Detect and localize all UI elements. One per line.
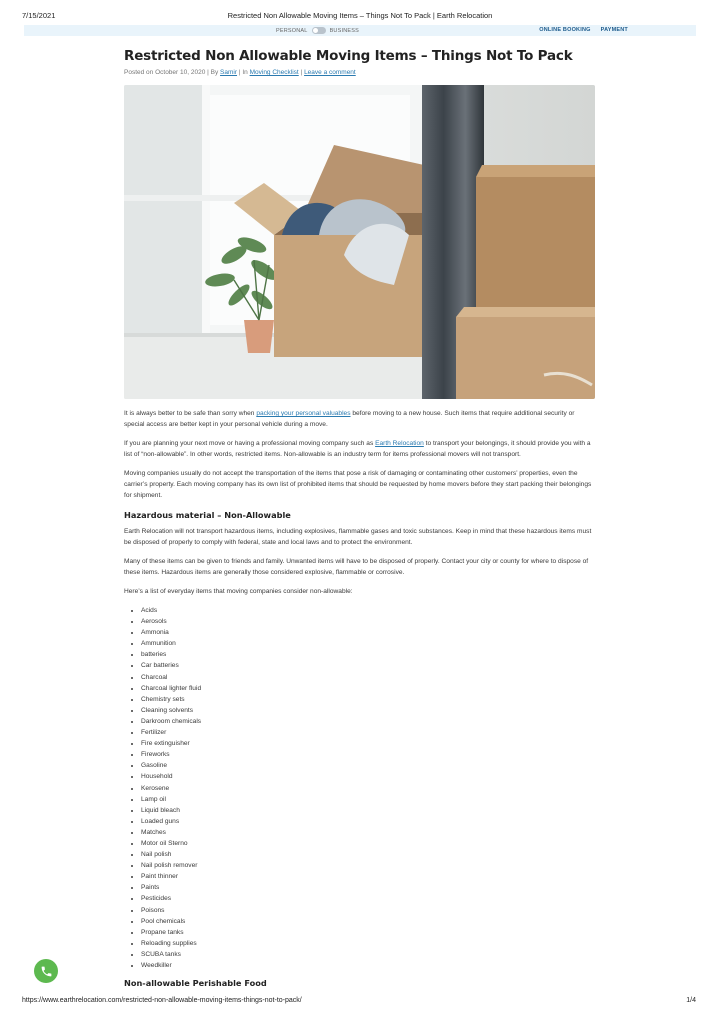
top-links: [539, 27, 628, 33]
meta-in: In: [242, 69, 248, 76]
list-item: • Ammunition: [141, 638, 596, 649]
list-intro-paragraph: Here’s a list of everyday items that moving companies consider non-allowable:: [124, 588, 353, 595]
phone-icon: [40, 965, 53, 978]
list-item: • Charcoal: [141, 672, 596, 683]
post-meta: [124, 69, 596, 76]
list-item: • Lamp oil: [141, 794, 596, 805]
list-item: • Car batteries: [141, 660, 596, 671]
list-item: • Gasoline: [141, 760, 596, 771]
list-item: • Paint thinner: [141, 871, 596, 882]
list-item: • Pool chemicals: [141, 916, 596, 927]
print-header: [0, 11, 720, 23]
print-date: 7/15/2021: [22, 11, 56, 20]
disposal-paragraph: Many of these items can be given to friends and family. Unwanted items will have to be disposed of properly. Contact your city or county for where to dispose of these items. Hazardous items are generally those considered explosive, flammable or corrosive.: [124, 558, 589, 576]
article-title: Restricted Non Allowable Moving Items – Things Not To Pack: [124, 48, 573, 64]
list-item: • Nail polish remover: [141, 860, 596, 871]
list-item: • Weedkiller: [141, 960, 596, 971]
text: If you are planning your next move or having a professional moving company such as: [124, 440, 376, 447]
list-item: • Fireworks: [141, 749, 596, 760]
perishable-food-heading: Non-allowable Perishable Food: [124, 978, 267, 989]
list-item: • Acids: [141, 605, 596, 616]
hero-image: [124, 85, 595, 399]
text: It is always better to be safe than sorry when: [124, 410, 257, 417]
list-item: • Cleaning solvents: [141, 705, 596, 716]
list-item: • SCUBA tanks: [141, 949, 596, 960]
intro-paragraph: [124, 408, 596, 430]
list-item: • Aerosols: [141, 616, 596, 627]
hazard-paragraph: Earth Relocation will not transport hazardous items, including explosives, flammable gases and toxic substances. Keep in mind that these hazardous items must be disposed of properly to comply with federal, state and local laws and to protect the environment.: [124, 528, 592, 546]
list-item: • Charcoal lighter fluid: [141, 683, 596, 694]
online-booking-link[interactable]: ONLINE BOOKING: [539, 27, 591, 33]
list-item: • Kerosene: [141, 783, 596, 794]
article-body: [124, 408, 596, 989]
text: to transport your belongings, it should provide you with a list of “non-allowable”. In other words, restricted items. Non-allowable is an industry term for items professional movers will not transport.: [124, 440, 591, 458]
category-link[interactable]: Moving Checklist: [249, 69, 299, 76]
meta-separator: |: [300, 69, 303, 76]
list-item: • Darkroom chemicals: [141, 716, 596, 727]
list-item: • Fire extinguisher: [141, 738, 596, 749]
call-button[interactable]: [34, 959, 58, 983]
non-allowable-list: [124, 605, 596, 971]
page-number: 1/4: [686, 997, 696, 1004]
meta-by: By: [210, 69, 219, 76]
text: before moving to a new house. Such items that require additional security or special access are better kept in your personal vehicle during a move.: [124, 410, 575, 428]
list-item: • batteries: [141, 649, 596, 660]
print-url: https://www.earthrelocation.com/restricted-non-allowable-moving-items-things-not-to-pack/: [22, 997, 302, 1004]
list-item: • Fertilizer: [141, 727, 596, 738]
list-item: • Reloading supplies: [141, 938, 596, 949]
companies-paragraph: Moving companies usually do not accept the transportation of the items that pose a risk of damaging or contaminating other customers’ properties, even the carrier’s property. Each moving company has its own list of prohibited items that should be requested by home movers before they start packing their belongings for shipment.: [124, 470, 592, 499]
list-item: • Chemistry sets: [141, 694, 596, 705]
earth-relocation-link[interactable]: Earth Relocation: [375, 440, 424, 447]
list-item: • Liquid bleach: [141, 805, 596, 816]
leave-comment-link[interactable]: Leave a comment: [304, 69, 356, 76]
top-bar: [24, 25, 696, 36]
print-title: Restricted Non Allowable Moving Items – Things Not To Pack | Earth Relocation: [227, 11, 493, 20]
author-link[interactable]: Samir: [220, 69, 238, 76]
article: [124, 46, 596, 994]
list-item: • Matches: [141, 827, 596, 838]
toggle-switch[interactable]: [312, 27, 326, 34]
hazardous-heading: Hazardous material – Non-Allowable: [124, 510, 291, 520]
list-item: • Paints: [141, 882, 596, 893]
packing-valuables-link[interactable]: packing your personal valuables: [256, 410, 351, 417]
list-item: • Loaded guns: [141, 816, 596, 827]
list-item: • Household: [141, 771, 596, 782]
list-item: • Pesticides: [141, 893, 596, 904]
personal-business-toggle[interactable]: [276, 26, 359, 35]
meta-separator: |: [207, 69, 209, 76]
meta-separator: |: [238, 69, 241, 76]
payment-link[interactable]: PAYMENT: [600, 27, 628, 33]
personal-label: PERSONAL: [276, 27, 308, 34]
business-label: BUSINESS: [329, 27, 359, 34]
list-item: • Motor oil Sterno: [141, 838, 596, 849]
list-item: • Poisons: [141, 905, 596, 916]
list-item: • Propane tanks: [141, 927, 596, 938]
planning-paragraph: [124, 438, 596, 460]
boxes-illustration: [124, 85, 595, 399]
list-item: • Nail polish: [141, 849, 596, 860]
post-date: Posted on October 10, 2020: [124, 69, 206, 76]
list-item: • Ammonia: [141, 627, 596, 638]
